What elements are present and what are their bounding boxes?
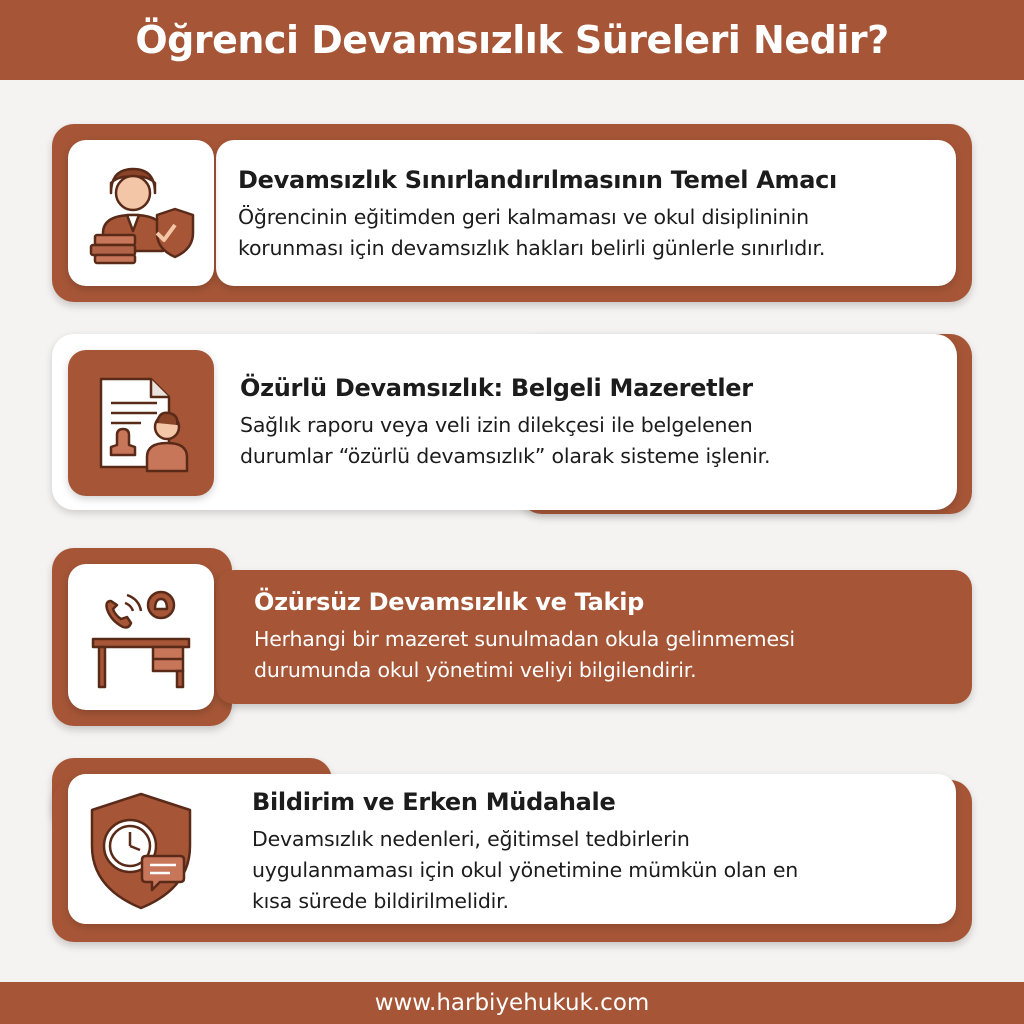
card-3-line-1: Herhangi bir mazeret sunulmadan okula gelinmemesi <box>254 627 795 651</box>
desk-phone-icon <box>68 564 214 710</box>
card-4-line-3: kısa sürede bildirilmelidir. <box>252 889 509 913</box>
clock-shield-icon <box>68 774 214 924</box>
header-bar <box>0 0 1024 80</box>
footer-bar <box>0 982 1024 1024</box>
card-1-title: Devamsızlık Sınırlandırılmasının Temel Amacı <box>238 166 837 194</box>
card-3-body <box>254 624 966 686</box>
student-shield-icon <box>68 140 214 286</box>
card-3-title: Özürsüz Devamsızlık ve Takip <box>254 588 645 616</box>
page-title: Öğrenci Devamsızlık Süreleri Nedir? <box>135 18 889 62</box>
card-2-line-1: Sağlık raporu veya veli izin dilekçesi ile belgelenen <box>240 413 753 437</box>
card-2-line-2: durumlar “özürlü devamsızlık” olarak sisteme işlenir. <box>240 444 771 468</box>
card-2-title: Özürlü Devamsızlık: Belgeli Mazeretler <box>240 374 753 402</box>
card-1-body <box>238 202 950 264</box>
card-4-line-2: uygulanmaması için okul yönetimine mümkün olan en <box>252 858 799 882</box>
card-2-body <box>240 410 952 472</box>
footer-url: www.harbiyehukuk.com <box>374 990 650 1016</box>
card-3-line-2: durumunda okul yönetimi veliyi bilgilendirir. <box>254 658 697 682</box>
card-4-line-1: Devamsızlık nedenleri, eğitimsel tedbirlerin <box>252 827 690 851</box>
card-4-body <box>252 824 952 917</box>
card-4-title: Bildirim ve Erken Müdahale <box>252 788 616 816</box>
document-stamp-icon <box>68 350 214 496</box>
card-1-line-2: korunması için devamsızlık hakları belirli günlerle sınırlıdır. <box>238 236 826 260</box>
card-1-line-1: Öğrencinin eğitimden geri kalmaması ve okul disiplininin <box>238 205 809 229</box>
